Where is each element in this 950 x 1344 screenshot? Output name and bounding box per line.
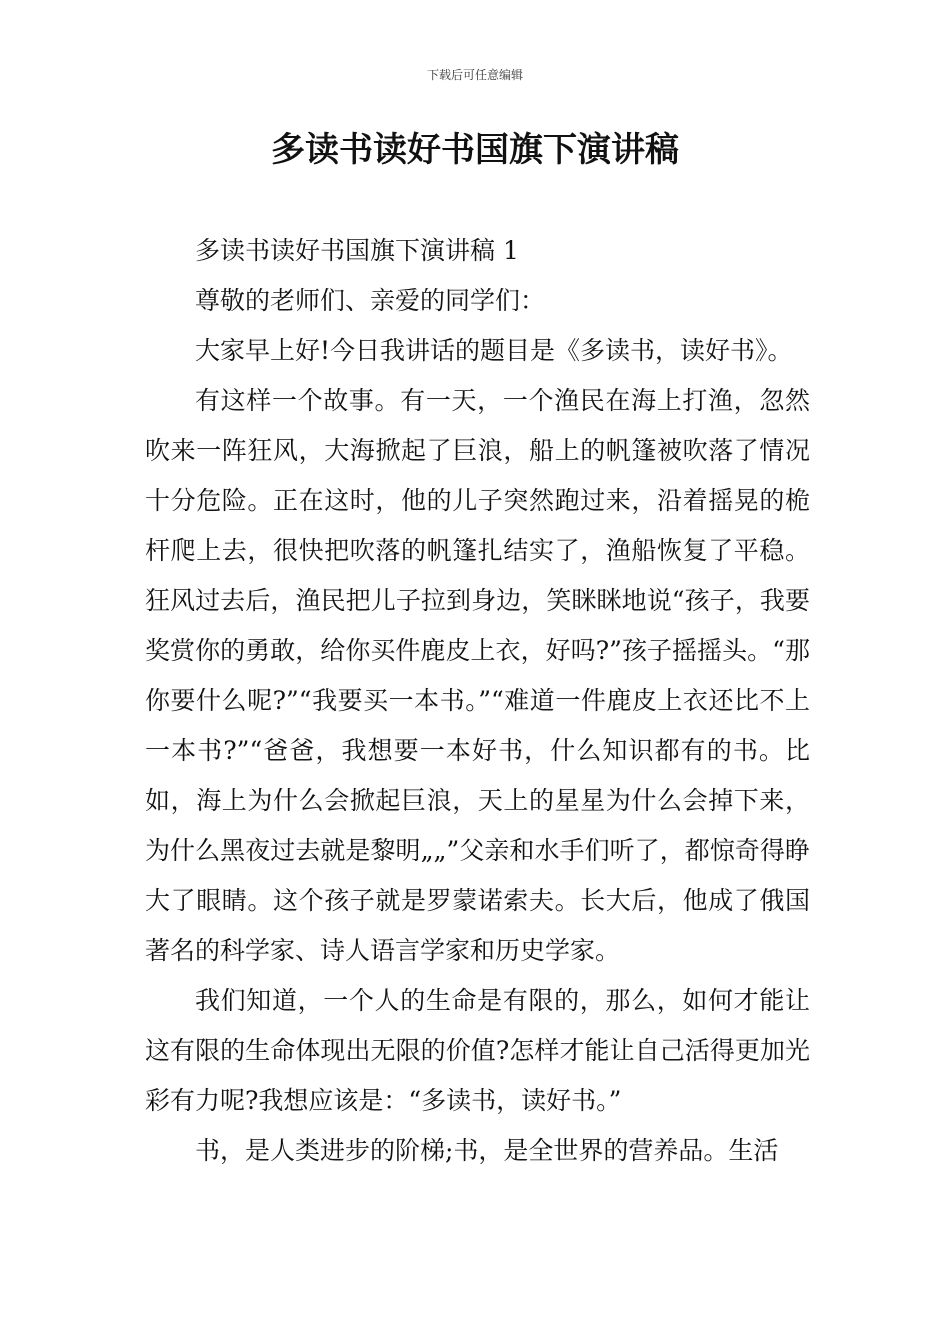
- header-note: 下载后可任意编辑: [426, 68, 523, 82]
- paragraph-story: 有这样一个故事。有一天，一个渔民在海上打渔，忽然吹来一阵狂风，大海掀起了巨浪，船上的帆篷被吹落了情况十分危险。正在这时，他的儿子突然跑过来，沿着摇晃的桅杆爬上去，很快把吹落的帆篷扎结实了，渔船恢复了平稳。狂风过去后，渔民把儿子拉到身边，笑眯眯地说“孩子，我要奖赏你的勇敢，给你买件鹿皮上衣，好吗?”孩子摇摇头。“那你要什么呢?”“我要买一本书。”“难道一件鹿皮上衣还比不上一本书?”“爸爸，我想要一本好书，什么知识都有的书。比如，海上为什么会掀起巨浪，天上的星星为什么会掉下来，为什么黑夜过去就是黎明„„”父亲和水手们听了，都惊奇得睁大了眼睛。这个孩子就是罗蒙诺索夫。长大后，他成了俄国著名的科学家、诗人语言学家和历史学家。: [145, 386, 810, 965]
- document-body: [145, 226, 810, 1176]
- paragraph-reflection: 我们知道，一个人的生命是有限的，那么，如何才能让这有限的生命体现出无限的价值?怎样才能让自己活得更加光彩有力呢?我想应该是：“多读书，读好书。”: [145, 986, 810, 1115]
- paragraph-opening: 大家早上好!今日我讲话的题目是《多读书，读好书》。: [195, 336, 793, 365]
- paragraph-books: 书，是人类进步的阶梯;书，是全世界的营养品。生活: [195, 1136, 779, 1165]
- document-title: 多读书读好书国旗下演讲稿: [271, 130, 679, 170]
- paragraph-subtitle: 多读书读好书国旗下演讲稿 1: [195, 236, 519, 265]
- paragraph-greeting: 尊敬的老师们、亲爱的同学们：: [195, 286, 546, 315]
